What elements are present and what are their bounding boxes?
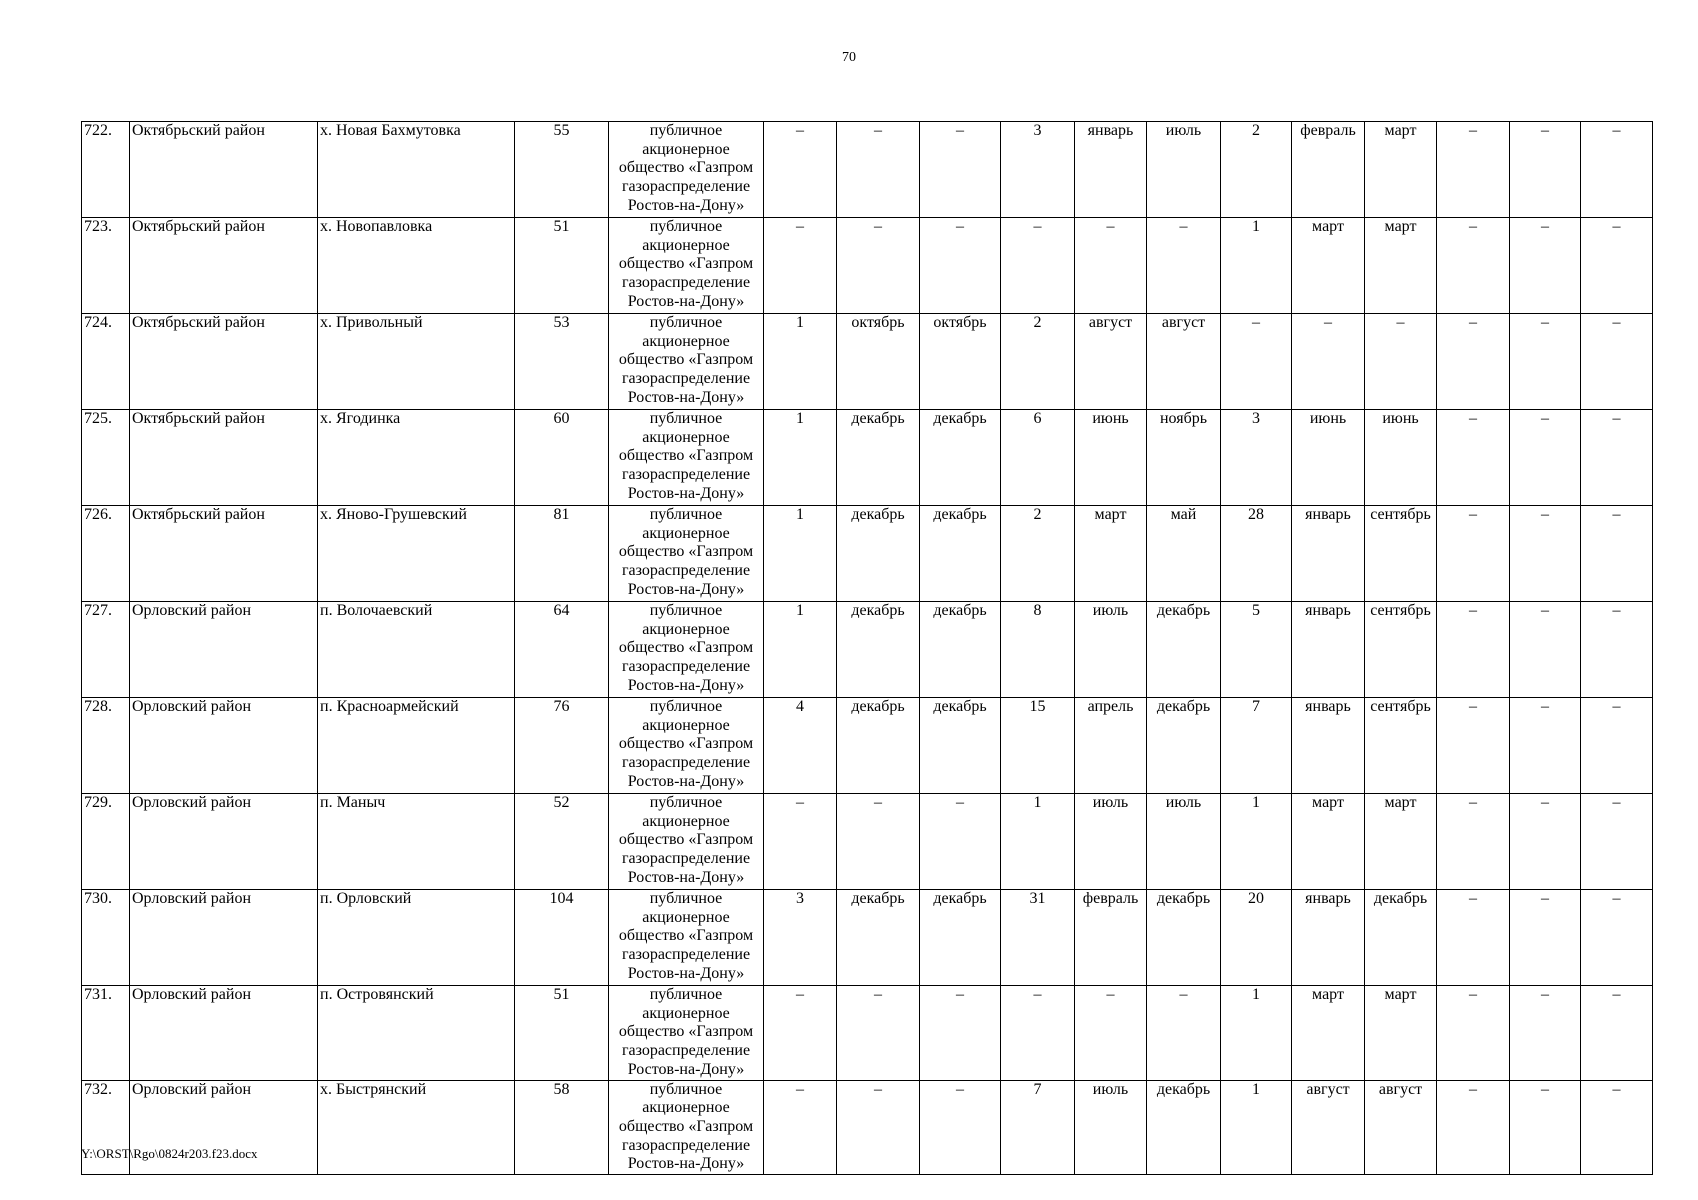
table-row	[82, 410, 1653, 506]
value-cell: июль	[1075, 1080, 1147, 1175]
value-cell: –	[764, 122, 837, 218]
value-cell: –	[1147, 218, 1221, 314]
organization-line: акционерное	[642, 332, 730, 350]
value-cell: декабрь	[920, 890, 1001, 986]
table-row	[82, 506, 1653, 602]
value-cell: декабрь	[920, 602, 1001, 698]
organization-line: Ростов-на-Дону»	[627, 1155, 745, 1173]
value-cell: –	[1581, 218, 1653, 314]
value-cell: –	[1510, 1080, 1581, 1175]
organization-line: Ростов-на-Дону»	[627, 1060, 745, 1078]
organization-cell	[609, 1080, 764, 1175]
settlement-cell: х. Привольный	[318, 314, 515, 410]
organization-line: публичное	[649, 410, 723, 427]
value-cell: –	[764, 1080, 837, 1175]
value-cell: февраль	[1292, 122, 1365, 218]
organization-line: Ростов-на-Дону»	[627, 580, 745, 598]
district-cell: Октябрьский район	[130, 314, 318, 410]
settlement-cell: х. Ягодинка	[318, 410, 515, 506]
value-cell: –	[1437, 506, 1510, 602]
value-cell: март	[1365, 218, 1437, 314]
value-cell: –	[920, 1080, 1001, 1175]
organization-line: публичное	[649, 122, 723, 139]
value-cell: –	[1510, 986, 1581, 1081]
organization-line: публичное	[649, 794, 723, 811]
value-cell: –	[1510, 314, 1581, 410]
count-cell: 81	[515, 506, 609, 602]
value-cell: –	[1581, 1080, 1653, 1175]
value-cell: декабрь	[920, 506, 1001, 602]
organization-line: общество «Газпром	[618, 159, 754, 177]
value-cell: март	[1365, 794, 1437, 890]
value-cell: январь	[1292, 602, 1365, 698]
organization-line: акционерное	[642, 236, 730, 254]
organization-line: публичное	[649, 218, 723, 235]
organization-line: газораспределение	[621, 370, 751, 388]
value-cell: –	[1581, 890, 1653, 986]
value-cell: 5	[1221, 602, 1292, 698]
organization-line: акционерное	[642, 908, 730, 926]
value-cell: –	[1581, 602, 1653, 698]
value-cell: 8	[1001, 602, 1075, 698]
settlement-cell: п. Красноармейский	[318, 698, 515, 794]
value-cell: август	[1365, 1080, 1437, 1175]
settlement-cell: п. Волочаевский	[318, 602, 515, 698]
organization-line: общество «Газпром	[618, 735, 754, 753]
value-cell: –	[1510, 410, 1581, 506]
value-cell: –	[1510, 122, 1581, 218]
value-cell: 1	[764, 410, 837, 506]
organization-line: общество «Газпром	[618, 1023, 754, 1041]
organization-line: газораспределение	[621, 274, 751, 292]
value-cell: декабрь	[837, 890, 920, 986]
row-number: 727.	[82, 602, 130, 698]
value-cell: –	[920, 794, 1001, 890]
count-cell: 64	[515, 602, 609, 698]
count-cell: 76	[515, 698, 609, 794]
value-cell: –	[837, 218, 920, 314]
row-number: 722.	[82, 122, 130, 218]
value-cell: –	[1221, 314, 1292, 410]
count-cell: 60	[515, 410, 609, 506]
settlement-cell: х. Яново-Грушевский	[318, 506, 515, 602]
count-cell: 51	[515, 218, 609, 314]
count-cell: 53	[515, 314, 609, 410]
row-number: 729.	[82, 794, 130, 890]
value-cell: март	[1075, 506, 1147, 602]
value-cell: декабрь	[1147, 1080, 1221, 1175]
value-cell: сентябрь	[1365, 602, 1437, 698]
value-cell: –	[1437, 218, 1510, 314]
document-path: Y:\ORST\Rgo\0824r203.f23.docx	[81, 1146, 258, 1161]
value-cell: –	[1075, 986, 1147, 1081]
value-cell: 1	[1221, 218, 1292, 314]
count-cell: 55	[515, 122, 609, 218]
row-number: 731.	[82, 986, 130, 1081]
value-cell: март	[1292, 794, 1365, 890]
value-cell: –	[1581, 506, 1653, 602]
value-cell: декабрь	[920, 698, 1001, 794]
value-cell: –	[1001, 218, 1075, 314]
value-cell: декабрь	[1365, 890, 1437, 986]
organization-line: публичное	[649, 986, 723, 1003]
organization-line: Ростов-на-Дону»	[627, 484, 745, 502]
value-cell: 1	[764, 314, 837, 410]
organization-line: Ростов-на-Дону»	[627, 868, 745, 886]
organization-cell	[609, 602, 764, 698]
value-cell: –	[1510, 890, 1581, 986]
value-cell: –	[1437, 698, 1510, 794]
organization-line: Ростов-на-Дону»	[627, 388, 745, 406]
organization-line: общество «Газпром	[618, 1117, 754, 1135]
row-number: 725.	[82, 410, 130, 506]
organization-line: общество «Газпром	[618, 639, 754, 657]
value-cell: –	[1292, 314, 1365, 410]
district-cell: Октябрьский район	[130, 218, 318, 314]
organization-line: общество «Газпром	[618, 447, 754, 465]
organization-line: акционерное	[642, 812, 730, 830]
value-cell: 6	[1001, 410, 1075, 506]
organization-line: Ростов-на-Дону»	[627, 196, 745, 214]
district-cell: Орловский район	[130, 1080, 318, 1175]
value-cell: 1	[1221, 986, 1292, 1081]
settlement-cell: п. Маныч	[318, 794, 515, 890]
value-cell: 1	[764, 506, 837, 602]
district-cell: Орловский район	[130, 794, 318, 890]
value-cell: –	[1510, 218, 1581, 314]
organization-line: газораспределение	[621, 754, 751, 772]
value-cell: –	[1581, 794, 1653, 890]
row-number: 728.	[82, 698, 130, 794]
organization-line: акционерное	[642, 1099, 730, 1117]
value-cell: –	[1437, 314, 1510, 410]
table-row	[82, 602, 1653, 698]
organization-line: публичное	[649, 1080, 723, 1098]
organization-cell	[609, 794, 764, 890]
value-cell: –	[920, 986, 1001, 1081]
value-cell: –	[1437, 890, 1510, 986]
value-cell: 7	[1221, 698, 1292, 794]
district-cell: Орловский район	[130, 986, 318, 1081]
organization-line: общество «Газпром	[618, 927, 754, 945]
value-cell: –	[1437, 410, 1510, 506]
value-cell: январь	[1292, 698, 1365, 794]
value-cell: август	[1292, 1080, 1365, 1175]
organization-line: акционерное	[642, 428, 730, 446]
value-cell: декабрь	[920, 410, 1001, 506]
table-row	[82, 698, 1653, 794]
value-cell: 3	[1001, 122, 1075, 218]
value-cell: 2	[1001, 314, 1075, 410]
settlement-cell: х. Новая Бахмутовка	[318, 122, 515, 218]
count-cell: 58	[515, 1080, 609, 1175]
value-cell: –	[1001, 986, 1075, 1081]
organization-line: публичное	[649, 698, 723, 715]
value-cell: –	[1581, 410, 1653, 506]
value-cell: январь	[1292, 506, 1365, 602]
organization-cell	[609, 314, 764, 410]
value-cell: март	[1292, 218, 1365, 314]
value-cell: декабрь	[837, 698, 920, 794]
value-cell: –	[764, 794, 837, 890]
value-cell: 2	[1001, 506, 1075, 602]
value-cell: июнь	[1075, 410, 1147, 506]
value-cell: 1	[1221, 794, 1292, 890]
organization-line: Ростов-на-Дону»	[627, 292, 745, 310]
organization-line: акционерное	[642, 524, 730, 542]
table-row	[82, 218, 1653, 314]
value-cell: январь	[1075, 122, 1147, 218]
value-cell: –	[1075, 218, 1147, 314]
organization-cell	[609, 698, 764, 794]
value-cell: август	[1075, 314, 1147, 410]
organization-line: публичное	[649, 314, 723, 331]
value-cell: ноябрь	[1147, 410, 1221, 506]
value-cell: –	[1581, 314, 1653, 410]
table-row	[82, 1080, 1653, 1175]
value-cell: 15	[1001, 698, 1075, 794]
district-cell: Октябрьский район	[130, 410, 318, 506]
organization-cell	[609, 122, 764, 218]
organization-line: акционерное	[642, 716, 730, 734]
row-number: 730.	[82, 890, 130, 986]
organization-line: газораспределение	[621, 1042, 751, 1060]
organization-line: газораспределение	[621, 1136, 751, 1154]
organization-line: акционерное	[642, 1004, 730, 1022]
district-cell: Орловский район	[130, 698, 318, 794]
organization-line: общество «Газпром	[618, 351, 754, 369]
value-cell: –	[1581, 122, 1653, 218]
value-cell: 28	[1221, 506, 1292, 602]
organization-cell	[609, 218, 764, 314]
organization-line: газораспределение	[621, 850, 751, 868]
value-cell: 4	[764, 698, 837, 794]
value-cell: 31	[1001, 890, 1075, 986]
table-row	[82, 314, 1653, 410]
value-cell: 20	[1221, 890, 1292, 986]
organization-line: Ростов-на-Дону»	[627, 964, 745, 982]
count-cell: 51	[515, 986, 609, 1081]
organization-line: публичное	[649, 506, 723, 523]
value-cell: март	[1365, 122, 1437, 218]
value-cell: июнь	[1292, 410, 1365, 506]
organization-line: газораспределение	[621, 466, 751, 484]
organization-line: Ростов-на-Дону»	[627, 676, 745, 694]
district-cell: Октябрьский район	[130, 122, 318, 218]
value-cell: –	[837, 794, 920, 890]
value-cell: март	[1292, 986, 1365, 1081]
value-cell: –	[837, 986, 920, 1081]
value-cell: –	[1510, 794, 1581, 890]
count-cell: 104	[515, 890, 609, 986]
value-cell: –	[1437, 1080, 1510, 1175]
value-cell: –	[764, 986, 837, 1081]
settlements-table	[81, 121, 1653, 1175]
organization-line: публичное	[649, 890, 723, 907]
value-cell: октябрь	[837, 314, 920, 410]
value-cell: –	[1581, 698, 1653, 794]
value-cell: июль	[1147, 122, 1221, 218]
value-cell: 3	[764, 890, 837, 986]
value-cell: декабрь	[1147, 602, 1221, 698]
value-cell: 3	[1221, 410, 1292, 506]
value-cell: январь	[1292, 890, 1365, 986]
value-cell: 1	[1001, 794, 1075, 890]
value-cell: февраль	[1075, 890, 1147, 986]
value-cell: декабрь	[1147, 890, 1221, 986]
value-cell: 2	[1221, 122, 1292, 218]
value-cell: –	[1437, 986, 1510, 1081]
district-cell: Орловский район	[130, 890, 318, 986]
organization-line: общество «Газпром	[618, 255, 754, 273]
table-row	[82, 794, 1653, 890]
settlement-cell: п. Орловский	[318, 890, 515, 986]
row-number: 723.	[82, 218, 130, 314]
page-number: 70	[842, 50, 856, 65]
value-cell: –	[1510, 602, 1581, 698]
table-row	[82, 122, 1653, 218]
value-cell: –	[1437, 122, 1510, 218]
settlement-cell: х. Быстрянский	[318, 1080, 515, 1175]
value-cell: март	[1365, 986, 1437, 1081]
row-number: 724.	[82, 314, 130, 410]
organization-cell	[609, 410, 764, 506]
value-cell: –	[920, 218, 1001, 314]
value-cell: октябрь	[920, 314, 1001, 410]
organization-line: акционерное	[642, 140, 730, 158]
organization-line: общество «Газпром	[618, 831, 754, 849]
organization-cell	[609, 506, 764, 602]
organization-line: газораспределение	[621, 946, 751, 964]
value-cell: –	[1147, 986, 1221, 1081]
value-cell: июль	[1075, 794, 1147, 890]
table-row	[82, 890, 1653, 986]
value-cell: сентябрь	[1365, 506, 1437, 602]
value-cell: июль	[1147, 794, 1221, 890]
count-cell: 52	[515, 794, 609, 890]
value-cell: 1	[764, 602, 837, 698]
value-cell: 7	[1001, 1080, 1075, 1175]
value-cell: –	[1510, 506, 1581, 602]
organization-line: общество «Газпром	[618, 543, 754, 561]
value-cell: декабрь	[1147, 698, 1221, 794]
value-cell: –	[764, 218, 837, 314]
organization-cell	[609, 986, 764, 1081]
organization-line: акционерное	[642, 620, 730, 638]
value-cell: –	[920, 122, 1001, 218]
organization-line: публичное	[649, 602, 723, 619]
value-cell: июнь	[1365, 410, 1437, 506]
value-cell: –	[837, 122, 920, 218]
settlement-cell: х. Новопавловка	[318, 218, 515, 314]
district-cell: Орловский район	[130, 602, 318, 698]
value-cell: сентябрь	[1365, 698, 1437, 794]
value-cell: –	[1581, 986, 1653, 1081]
settlement-cell: п. Островянский	[318, 986, 515, 1081]
table-row	[82, 986, 1653, 1081]
district-cell: Октябрьский район	[130, 506, 318, 602]
organization-line: газораспределение	[621, 658, 751, 676]
row-number: 726.	[82, 506, 130, 602]
value-cell: август	[1147, 314, 1221, 410]
organization-line: газораспределение	[621, 178, 751, 196]
value-cell: –	[1510, 698, 1581, 794]
value-cell: –	[1437, 794, 1510, 890]
value-cell: –	[1365, 314, 1437, 410]
organization-line: Ростов-на-Дону»	[627, 772, 745, 790]
value-cell: апрель	[1075, 698, 1147, 794]
value-cell: –	[837, 1080, 920, 1175]
value-cell: декабрь	[837, 602, 920, 698]
organization-cell	[609, 890, 764, 986]
value-cell: июль	[1075, 602, 1147, 698]
value-cell: декабрь	[837, 410, 920, 506]
value-cell: –	[1437, 602, 1510, 698]
organization-line: газораспределение	[621, 562, 751, 580]
row-number: 732.	[82, 1080, 130, 1175]
value-cell: декабрь	[837, 506, 920, 602]
value-cell: май	[1147, 506, 1221, 602]
value-cell: 1	[1221, 1080, 1292, 1175]
